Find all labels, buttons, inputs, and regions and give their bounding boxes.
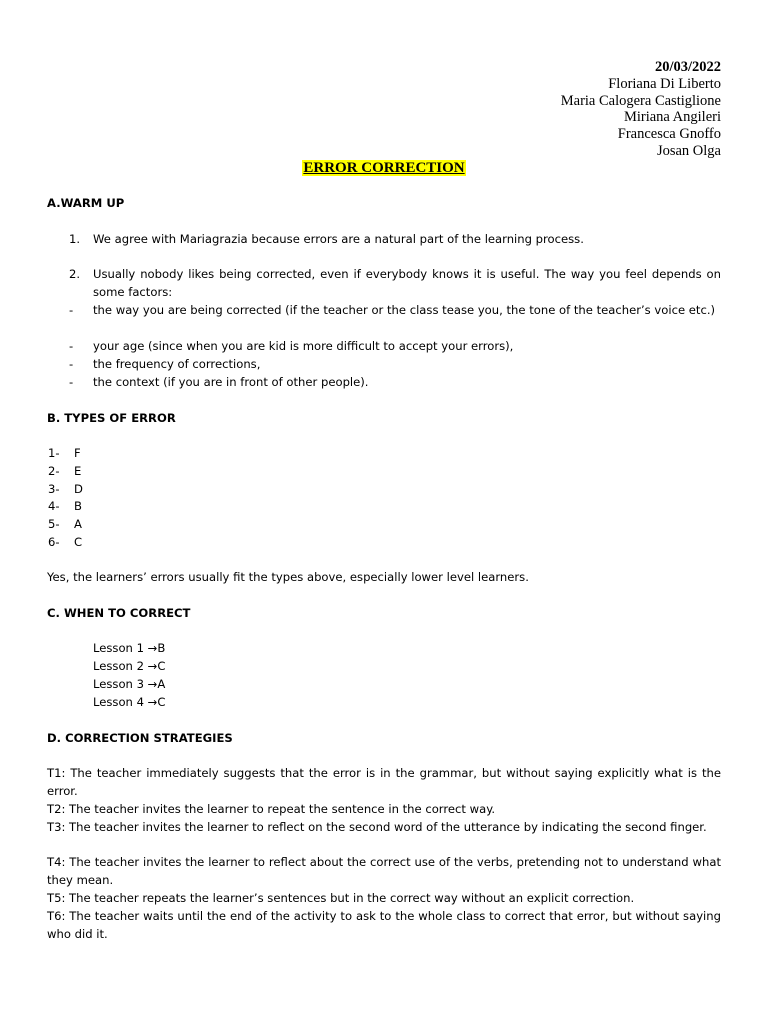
date: 20/03/2022 bbox=[654, 59, 721, 75]
item-text: Usually nobody likes being corrected, even if everybody knows it is useful. The way you feel depends on some factors: bbox=[93, 267, 721, 299]
author-name: Floriana Di Liberto bbox=[608, 75, 721, 92]
lesson-answer: Lesson 2 →C bbox=[93, 659, 166, 673]
title-text: ERROR CORRECTION bbox=[303, 160, 465, 176]
lesson-answer: Lesson 4 →C bbox=[93, 695, 166, 709]
header-block bbox=[561, 59, 721, 160]
answer-number: 5- bbox=[48, 517, 60, 531]
item-number: 1. bbox=[69, 232, 81, 246]
answer-number: 2- bbox=[48, 464, 60, 478]
answer-value: A bbox=[74, 517, 82, 531]
answer-item bbox=[48, 463, 82, 481]
answer-item bbox=[48, 481, 83, 499]
answer-value: F bbox=[74, 446, 81, 460]
author-name: Maria Calogera Castiglione bbox=[560, 92, 721, 109]
strategy-item: T6: The teacher waits until the end of the activity to ask to the whole class to correct that error, but without saying who did it. bbox=[47, 909, 721, 941]
section-heading-c: C. WHEN TO CORRECT bbox=[47, 606, 191, 620]
answer-value: E bbox=[74, 464, 82, 478]
strategy-item: T4: The teacher invites the learner to reflect about the correct use of the verbs, pretending not to understand what they mean. bbox=[47, 855, 721, 887]
lesson-answer: Lesson 3 →A bbox=[93, 677, 166, 691]
author-name: Josan Olga bbox=[656, 142, 721, 159]
dash-text: the context (if you are in front of other people). bbox=[93, 375, 369, 389]
dash-marker: - bbox=[69, 357, 74, 371]
lesson-answer: Lesson 1 →B bbox=[93, 641, 166, 655]
dash-text: the way you are being corrected (if the teacher or the class tease you, the tone of the teacher’s voice etc.) bbox=[93, 303, 716, 317]
section-heading-b: B. TYPES OF ERROR bbox=[47, 411, 176, 425]
types-comment: Yes, the learners’ errors usually fit the types above, especially lower level learners. bbox=[47, 570, 529, 584]
answer-value: D bbox=[74, 482, 83, 496]
section-heading-a: A.WARM UP bbox=[47, 196, 125, 210]
dash-text: the frequency of corrections, bbox=[93, 357, 261, 371]
author-name: Francesca Gnoffo bbox=[617, 126, 721, 143]
author-name: Miriana Angileri bbox=[623, 109, 721, 126]
strategy-item: T5: The teacher repeats the learner’s sentences but in the correct way without an explicit correction. bbox=[47, 891, 635, 905]
answer-number: 4- bbox=[48, 499, 60, 513]
item-number: 2. bbox=[69, 267, 81, 281]
answer-item bbox=[48, 498, 82, 516]
dash-marker: - bbox=[69, 339, 74, 353]
item-text: We agree with Mariagrazia because errors are a natural part of the learning process. bbox=[93, 232, 584, 246]
dash-marker: - bbox=[69, 303, 74, 317]
answer-value: C bbox=[74, 535, 83, 549]
section-heading-d: D. CORRECTION STRATEGIES bbox=[47, 731, 233, 745]
document-title bbox=[0, 160, 768, 177]
answer-number: 3- bbox=[48, 482, 60, 496]
strategy-item: T2: The teacher invites the learner to repeat the sentence in the correct way. bbox=[47, 802, 496, 816]
strategy-item: T1: The teacher immediately suggests that the error is in the grammar, but without saying explicitly what is the error. bbox=[47, 766, 721, 798]
dash-marker: - bbox=[69, 375, 74, 389]
answer-value: B bbox=[74, 499, 82, 513]
strategy-item: T3: The teacher invites the learner to reflect on the second word of the utterance by indicating the second finger. bbox=[47, 820, 707, 834]
answer-item bbox=[48, 445, 81, 463]
answer-item bbox=[48, 516, 82, 534]
answer-number: 1- bbox=[48, 446, 60, 460]
dash-text: your age (since when you are kid is more difficult to accept your errors), bbox=[93, 339, 514, 353]
answer-item bbox=[48, 534, 83, 552]
answer-number: 6- bbox=[48, 535, 60, 549]
